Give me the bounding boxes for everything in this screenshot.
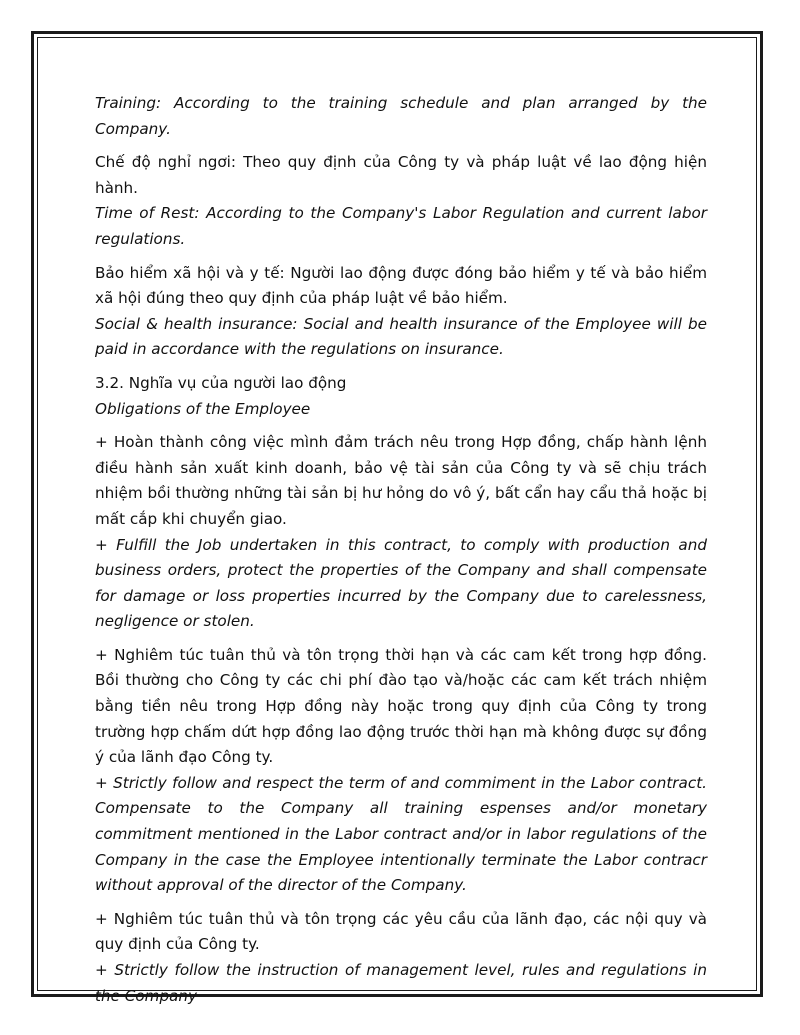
- training-text-en: Training: According to the training schedule and plan arranged by the Company.: [95, 94, 707, 138]
- obligation-3-text-en: + Strictly follow the instruction of management level, rules and regulations in the Company: [95, 961, 707, 1005]
- section-heading-en: Obligations of the Employee: [95, 399, 311, 418]
- obligations-section-heading: [95, 371, 707, 422]
- insurance-text-en: Social & health insurance: Social and health insurance of the Employee will be paid in accordance with the regulations on insurance.: [95, 314, 707, 359]
- insurance-text-vi: Bảo hiểm xã hội và y tế: Người lao động được đóng bảo hiểm y tế và bảo hiểm xã hội đúng theo quy định của pháp luật về bảo hiểm.: [95, 263, 707, 308]
- obligation-1-text-en: + Fulfill the Job undertaken in this contract, to comply with production and business orders, protect the properties of the Company and shall compensate for damage or loss properties incurred by the Company due to carelessness, negligence or stolen.: [95, 535, 707, 631]
- obligation-1-text-vi: + Hoàn thành công việc mình đảm trách nêu trong Hợp đồng, chấp hành lệnh điều hành sản xuất kinh doanh, bảo vệ tài sản của Công ty và sẽ chịu trách nhiệm bồi thường những tài sản bị hư hỏng do vô ý, bất cẩn hay cẩu thả hoặc bị mất cắp khi chuyển giao.: [95, 433, 707, 528]
- obligation-2-text-en: + Strictly follow and respect the term of and commiment in the Labor contract. Compensate to the Company all training espenses and/or monetary commitment mentioned in the Labor contract and/or in labor regulations of the Company in the case the Employee intentionally terminate the Labor contracr without approval of the director of the Company.: [95, 773, 707, 895]
- obligation-item-1: [95, 430, 707, 635]
- document-body: [95, 91, 707, 1017]
- training-paragraph: [95, 91, 707, 142]
- obligation-3-text-vi: + Nghiêm túc tuân thủ và tôn trọng các yêu cầu của lãnh đạo, các nội quy và quy định của Công ty.: [95, 909, 707, 954]
- rest-text-vi: Chế độ nghỉ ngơi: Theo quy định của Công ty và pháp luật về lao động hiện hành.: [95, 153, 707, 197]
- rest-text-en: Time of Rest: According to the Company's Labor Regulation and current labor regulations.: [95, 204, 707, 248]
- obligation-item-2: [95, 643, 707, 899]
- section-heading-vi: 3.2. Nghĩa vụ của người lao động: [95, 373, 347, 392]
- rest-paragraph: [95, 150, 707, 252]
- insurance-paragraph: [95, 261, 707, 363]
- obligation-item-3: [95, 907, 707, 1009]
- obligation-2-text-vi: + Nghiêm túc tuân thủ và tôn trọng thời hạn và các cam kết trong hợp đồng. Bồi thường cho Công ty các chi phí đào tạo và/hoặc các cam kết trách nhiệm bằng tiền nêu trong Hợp đồng này hoặc trong quy định của Công ty trong trường hợp chấm dứt hợp đồng lao động trước thời hạn mà không được sự đồng ý của lãnh đạo Công ty.: [95, 645, 707, 767]
